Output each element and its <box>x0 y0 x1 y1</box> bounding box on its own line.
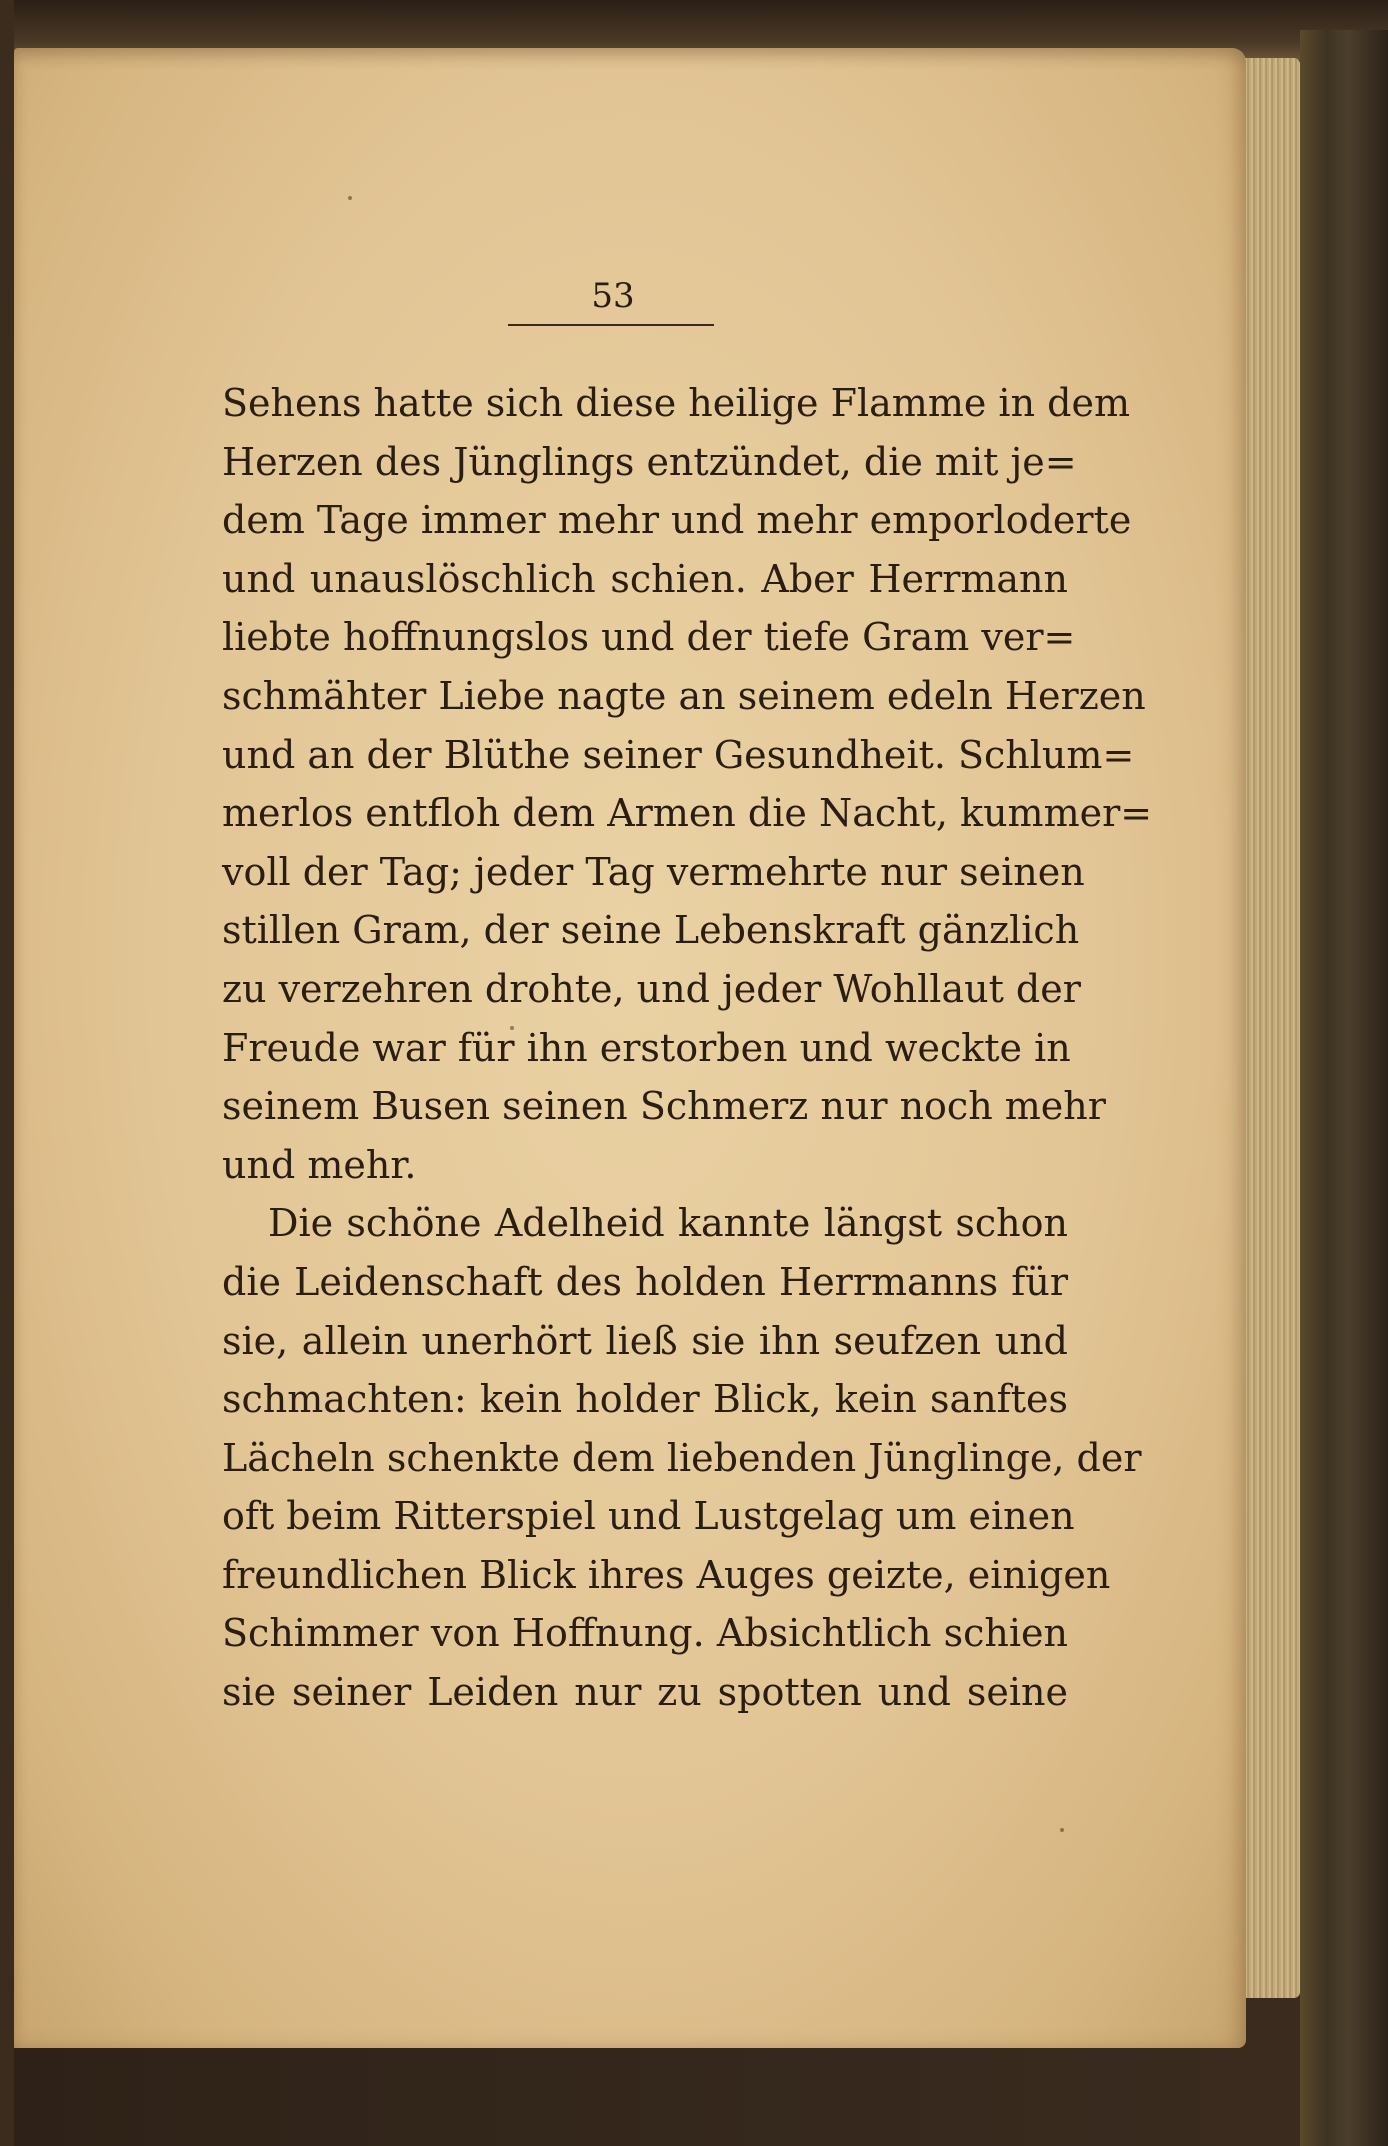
header-rule <box>508 324 714 326</box>
text-line: Die schöne Adelheid kannte längst schon <box>268 1201 1068 1246</box>
text-line: liebte hoffnungslos und der tiefe Gram ver= <box>222 615 1076 660</box>
text-line: stillen Gram, der seine Lebenskraft gänzlich <box>222 908 1080 953</box>
text-line: schmähter Liebe nagte an seinem edeln Herzen <box>222 673 1146 718</box>
text-line: oft beim Ritterspiel und Lustgelag um einen <box>222 1494 1075 1539</box>
page-stack-edge <box>1238 58 1300 1998</box>
text-line: seinem Busen seinen Schmerz nur noch mehr <box>222 1084 1106 1129</box>
text-line: dem Tage immer mehr und mehr emporloderte <box>222 498 1132 543</box>
text-line: Freude war für ihn erstorben und weckte in <box>222 1025 1071 1070</box>
text-line: und mehr. <box>222 1142 417 1187</box>
text-line: sie, allein unerhört ließ sie ihn seufzen und <box>222 1318 1068 1363</box>
page-blemish <box>1060 1828 1064 1832</box>
binding-left-edge <box>0 0 14 2146</box>
text-line: und an der Blüthe seiner Gesundheit. Schlum= <box>222 732 1135 777</box>
page-number: 53 <box>591 276 635 316</box>
text-line: Schimmer von Hoffnung. Absichtlich schien <box>222 1611 1068 1656</box>
text-line: und unauslöschlich schien. Aber Herrmann <box>222 556 1068 601</box>
text-line: schmachten: kein holder Blick, kein sanftes <box>222 1377 1068 1422</box>
book-cover-edge <box>1300 30 1388 2146</box>
text-line: voll der Tag; jeder Tag vermehrte nur seinen <box>222 849 1085 894</box>
text-line: Lächeln schenkte dem liebenden Jünglinge, der <box>222 1435 1142 1480</box>
text-line: sie seiner Leiden nur zu spotten und seine <box>222 1670 1068 1715</box>
text-line: die Leidenschaft des holden Herrmanns für <box>222 1259 1068 1304</box>
text-line: Sehens hatte sich diese heilige Flamme in dem <box>222 381 1130 425</box>
text-line: zu verzehren drohte, und jeder Wohllaut der <box>222 966 1081 1011</box>
page-blemish <box>348 196 352 200</box>
text-line: freundlichen Blick ihres Auges geizte, einigen <box>222 1552 1111 1597</box>
text-line: merlos entfloh dem Armen die Nacht, kummer= <box>222 791 1153 836</box>
text-line: Herzen des Jünglings entzündet, die mit je= <box>222 439 1077 484</box>
body-text <box>222 374 1153 1722</box>
